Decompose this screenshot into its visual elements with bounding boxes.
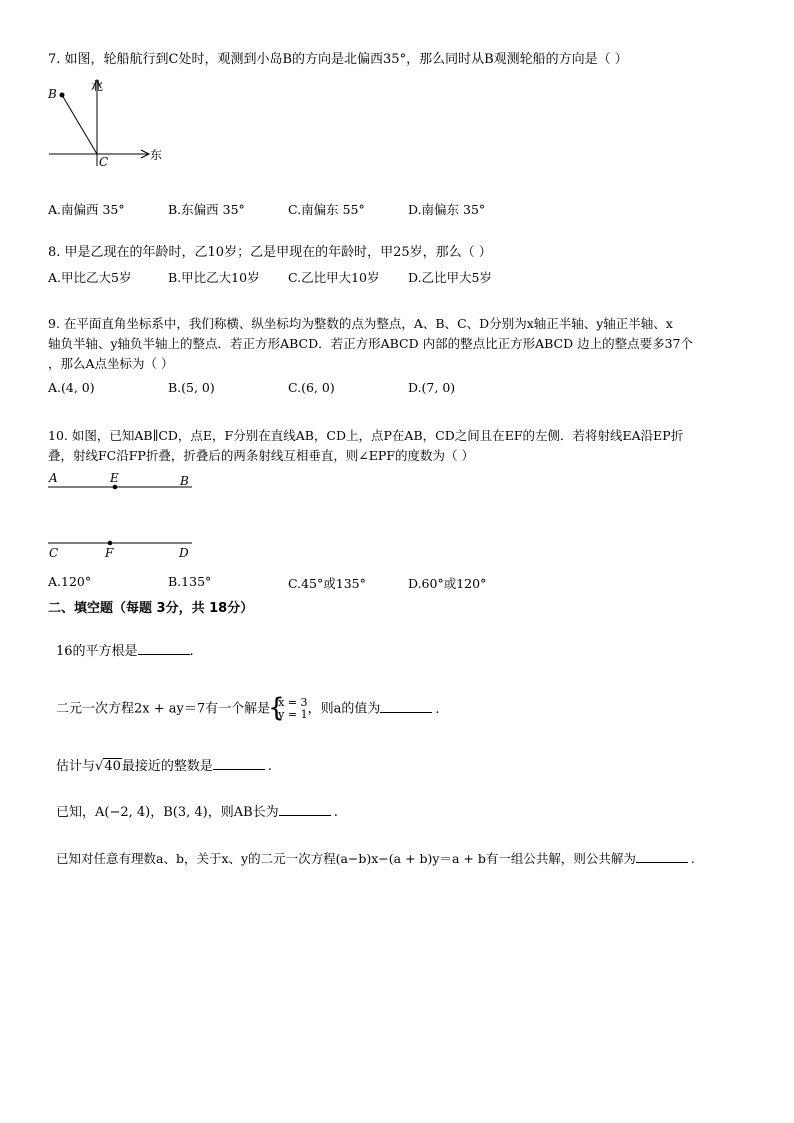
q10-option-c: C.45°或135° [288,576,366,591]
q8-option-c: C.乙比甲大10岁 [288,270,380,285]
q9-option-d: D.(7, 0) [408,380,456,395]
section-2-title: 二、填空题（每题 3分，共 18分） [48,601,254,616]
label-a: A [49,471,58,485]
fill-1-text: 16的平方根是 [56,644,138,659]
point-b [60,93,65,98]
q8-option-b: B.甲比乙大10岁 [168,270,260,285]
fill-5-end: . [690,851,695,866]
fill-1-end: . [189,644,194,659]
label-c: C [49,546,59,560]
q7-option-b: B.东偏西 35° [168,202,245,217]
label-f: F [105,546,114,560]
fill-4-end: . [333,805,338,820]
fill-2-after: ，则a的值为 [307,701,381,717]
q10-option-a: A.120° [48,574,92,589]
q7-option-d: D.南偏东 35° [408,202,486,217]
point-e [113,485,118,490]
line-cb [62,95,97,154]
label-north: 北 [91,79,104,93]
radical-sign-icon: √ [95,759,104,774]
q9-option-a: A.(4, 0) [48,380,95,395]
answer-blank [636,850,688,863]
question-7-text: 7. 如图，轮船航行到C处时，观测到小岛B的方向是北偏西35°，那么同时从B观测轮船的方向是（ ） [48,52,628,67]
label-b: B [48,87,57,101]
q7-option-c: C.南偏东 55° [288,202,365,217]
fill-5-text: 已知对任意有理数a、b，关于x、y的二元一次方程(a−b)x−(a + b)y＝a + b有一组公共解，则公共解为 [56,851,636,866]
square-root [95,757,122,777]
fill-question-3 [56,757,272,777]
fill-2-end: . [435,701,440,717]
system-row-2: y = 1 [278,708,308,721]
q9-option-c: C.(6, 0) [288,380,335,395]
answer-blank [213,757,265,770]
point-f [108,541,113,546]
question-10-line-2: 叠，射线FC沿FP折叠，折叠后的两条射线互相垂直，则∠EPF的度数为（ ） [48,448,474,463]
fill-question-1 [56,642,194,662]
question-9-line-3: ，那么A点坐标为（ ） [48,356,174,371]
q9-option-b: B.(5, 0) [168,380,215,395]
answer-blank [279,803,331,816]
fill-3-text: 估计与 [56,759,96,774]
fill-4-text: 已知，A(−2, 4)，B(3, 4)，则AB长为 [56,805,279,820]
label-e: E [110,471,119,485]
question-9-line-2: 轴负半轴、y轴负半轴上的整点．若正方形ABCD．若正方形ABCD 内部的整点比正方形ABCD 边上的整点要多37个 [48,336,694,351]
equation-system [270,697,307,721]
label-c: C [99,155,109,169]
fill-2-text: 二元一次方程2x + ay＝7有一个解是 [56,701,271,717]
question-10-figure [44,470,200,562]
q8-option-d: D.乙比甲大5岁 [408,270,493,285]
label-east: 东 [150,148,163,162]
question-10-line-1: 10. 如图，已知AB∥CD，点E，F分别在直线AB，CD上，点P在AB，CD之间且在EF的左侧．若将射线EA沿EP折 [48,428,684,443]
fill-3-end: . [267,759,273,774]
question-8-text: 8. 甲是乙现在的年龄时，乙10岁；乙是甲现在的年龄时，甲25岁，那么（ ） [48,245,492,260]
q10-option-b: B.135° [168,574,212,589]
answer-blank [380,700,432,713]
fill-question-5 [56,849,695,869]
question-7-figure [44,74,174,170]
question-9-line-1: 9. 在平面直角坐标系中，我们称横、纵坐标均为整数的点为整点，A、B、C、D分别为x轴正半轴、y轴正半轴、x [48,316,673,331]
fill-question-2 [56,697,439,721]
fill-3-after: 最接近的整数是 [121,759,213,774]
answer-blank [138,642,190,655]
label-b: B [180,474,189,488]
system-row-1: { x = 3 [278,696,308,709]
label-d: D [179,546,189,560]
fill-question-4 [56,803,338,823]
radicand: 40 [104,759,121,774]
q8-option-a: A.甲比乙大5岁 [48,270,132,285]
q10-option-d: D.60°或120° [408,576,487,591]
q7-option-a: A.南偏西 35° [48,202,125,217]
